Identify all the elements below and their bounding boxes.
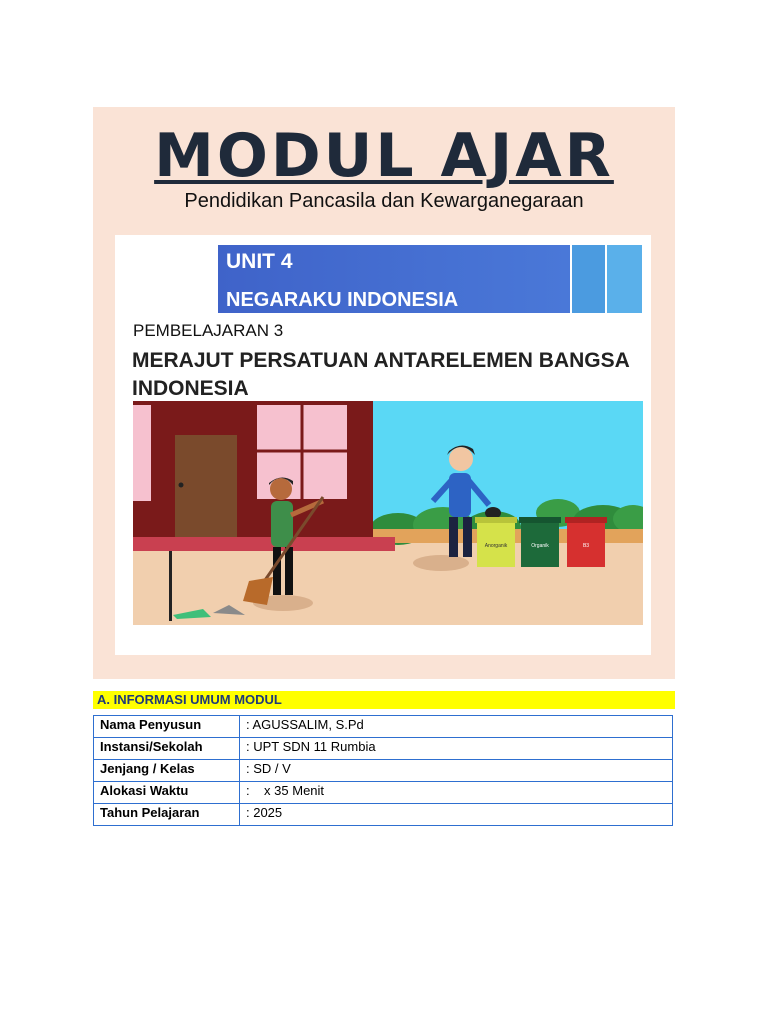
document-title: MODUL AJAR: [154, 121, 614, 191]
banner-stripe: [607, 245, 642, 313]
info-value: : AGUSSALIM, S.Pd: [240, 716, 673, 738]
table-row: [94, 760, 673, 782]
cover-page: [93, 107, 675, 679]
info-label: Nama Penyusun: [94, 716, 240, 738]
banner-stripe: [572, 245, 605, 313]
cover-illustration: [133, 401, 643, 645]
table-row: [94, 804, 673, 826]
cover-panel: [115, 235, 651, 655]
info-value: : SD / V: [240, 760, 673, 782]
section-header: [93, 691, 675, 709]
table-row: [94, 738, 673, 760]
lesson-number: PEMBELAJARAN 3: [133, 321, 284, 340]
info-value: : UPT SDN 11 Rumbia: [240, 738, 673, 760]
bin-label: Anorganik: [484, 543, 508, 549]
table-row: [94, 716, 673, 738]
info-label: Alokasi Waktu: [94, 782, 240, 804]
table-row: [94, 782, 673, 804]
bin-label: B3: [582, 543, 590, 549]
document-subtitle: Pendidikan Pancasila dan Kewarganegaraan: [184, 190, 584, 212]
module-info-table: [93, 715, 673, 826]
info-value: : x 35 Menit: [240, 782, 673, 804]
section-title: A. INFORMASI UMUM MODUL: [97, 692, 282, 707]
unit-label: UNIT 4: [226, 250, 293, 273]
info-label: Tahun Pelajaran: [94, 804, 240, 826]
lesson-title: MERAJUT PERSATUAN ANTARELEMEN BANGSA INDONESIA: [132, 349, 630, 400]
info-label: Jenjang / Kelas: [94, 760, 240, 782]
bin-label: Organik: [531, 543, 549, 549]
info-label: Instansi/Sekolah: [94, 738, 240, 760]
unit-name: NEGARAKU INDONESIA: [226, 289, 459, 311]
info-value: : 2025: [240, 804, 673, 826]
